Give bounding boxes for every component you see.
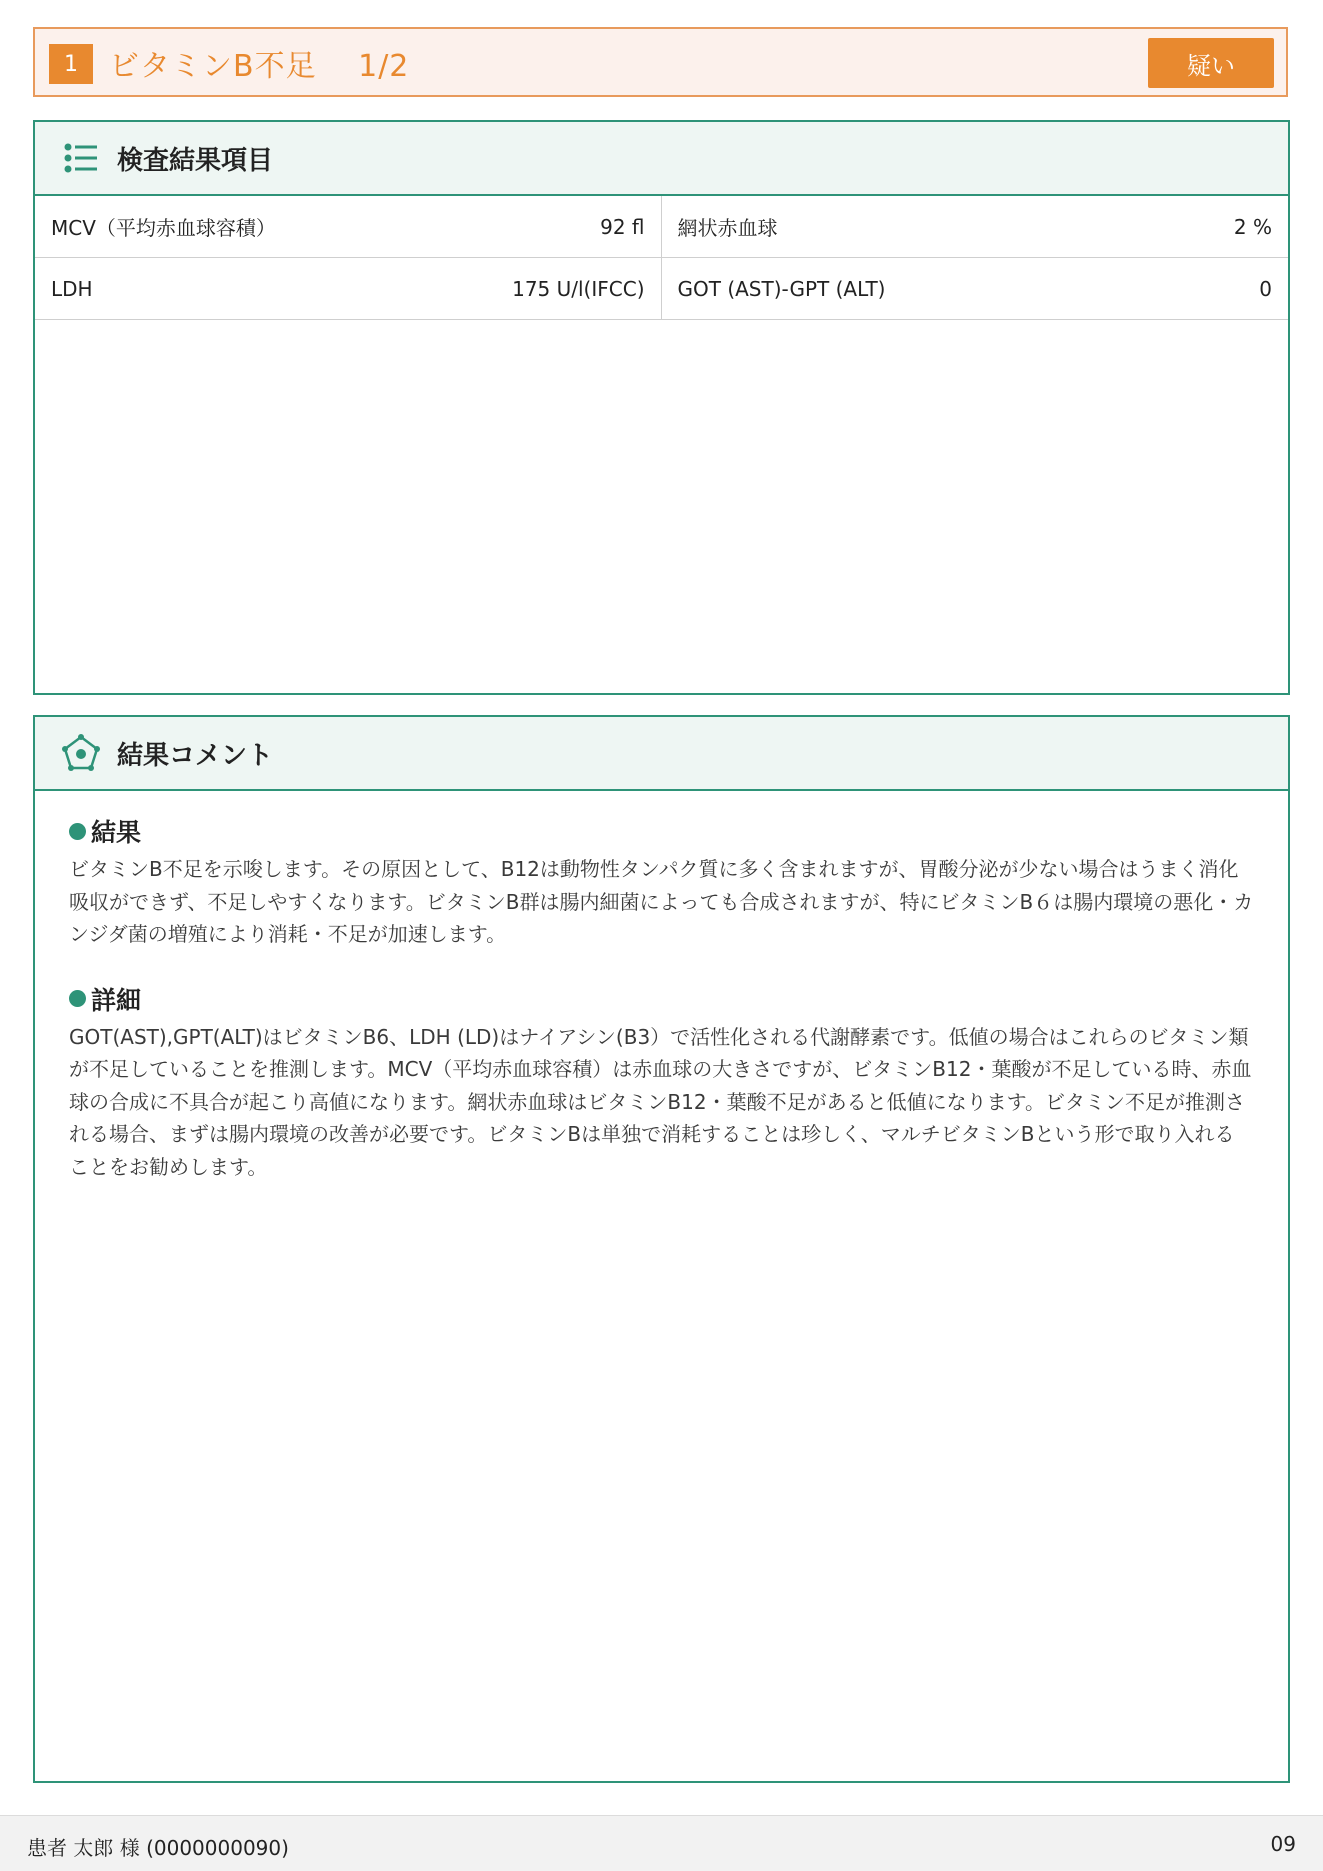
result-subheading-label: 結果	[91, 818, 142, 847]
bullet-dot-icon	[69, 990, 86, 1007]
result-name: LDH	[51, 276, 93, 301]
result-value: 175 U/l(IFCC)	[512, 276, 645, 301]
list-icon	[61, 138, 101, 178]
result-cell	[35, 196, 662, 258]
result-value: 92 fl	[600, 214, 645, 239]
section-header	[33, 27, 1288, 97]
page-footer	[0, 1815, 1323, 1871]
page-number: 09	[1270, 1832, 1296, 1856]
results-panel	[33, 120, 1290, 695]
section-title: ビタミンB不足 1/2	[109, 49, 410, 84]
result-name: GOT (AST)-GPT (ALT)	[677, 276, 886, 301]
results-panel-title: 検査結果項目	[117, 145, 274, 176]
detail-subheading-label: 詳細	[91, 985, 142, 1015]
result-cell	[662, 258, 1289, 320]
comments-panel-title: 結果コメント	[117, 740, 274, 771]
detail-paragraph: GOT(AST),GPT(ALT)はビタミンB6、LDH (LD)はナイアシン(B3）で活性化される代謝酵素です。低値の場合はこれらのビタミン類が不足していることを推測します。MCV（平均赤血球容積）は赤血球の大きさですが、ビタミンB12・葉酸が不足している時、赤血球の合成に不具合が起こり高値になります。網状赤血球はビタミンB12・葉酸不足があると低値になります。ビタミン不足が推測される場合、まずは腸内環境の改善が必要です。ビタミンBは単独で消耗することは珍しく、マルチビタミンBという形で取り入れることをお勧めします。	[69, 1024, 1252, 1179]
results-table	[35, 196, 1288, 320]
result-cell	[35, 258, 662, 320]
patient-name: 患者 太郎 様 (0000000090)	[27, 1836, 289, 1860]
section-number-badge: 1	[49, 44, 93, 84]
comments-panel-header	[35, 717, 1288, 791]
result-value: 2 %	[1233, 214, 1272, 239]
result-value: 0	[1259, 276, 1272, 301]
comments-body	[35, 791, 1288, 1183]
results-panel-header	[35, 122, 1288, 196]
status-button[interactable]: 疑い	[1148, 38, 1274, 88]
detail-subheading	[69, 981, 1254, 1017]
pentagon-network-icon	[61, 733, 101, 773]
result-name: 網状赤血球	[677, 216, 778, 240]
bullet-dot-icon	[69, 823, 86, 840]
result-subheading	[69, 813, 1254, 849]
comments-panel	[33, 715, 1290, 1783]
result-name: MCV（平均赤血球容積）	[51, 216, 276, 240]
result-cell	[662, 196, 1289, 258]
result-paragraph: ビタミンB不足を示唆します。その原因として、B12は動物性タンパク質に多く含まれますが、胃酸分泌が少ない場合はうまく消化吸収ができず、不足しやすくなります。ビタミンB群は腸内細菌によっても合成されますが、特にビタミンB６は腸内環境の悪化・カンジダ菌の増殖により消耗・不足が加速します。	[69, 857, 1254, 946]
